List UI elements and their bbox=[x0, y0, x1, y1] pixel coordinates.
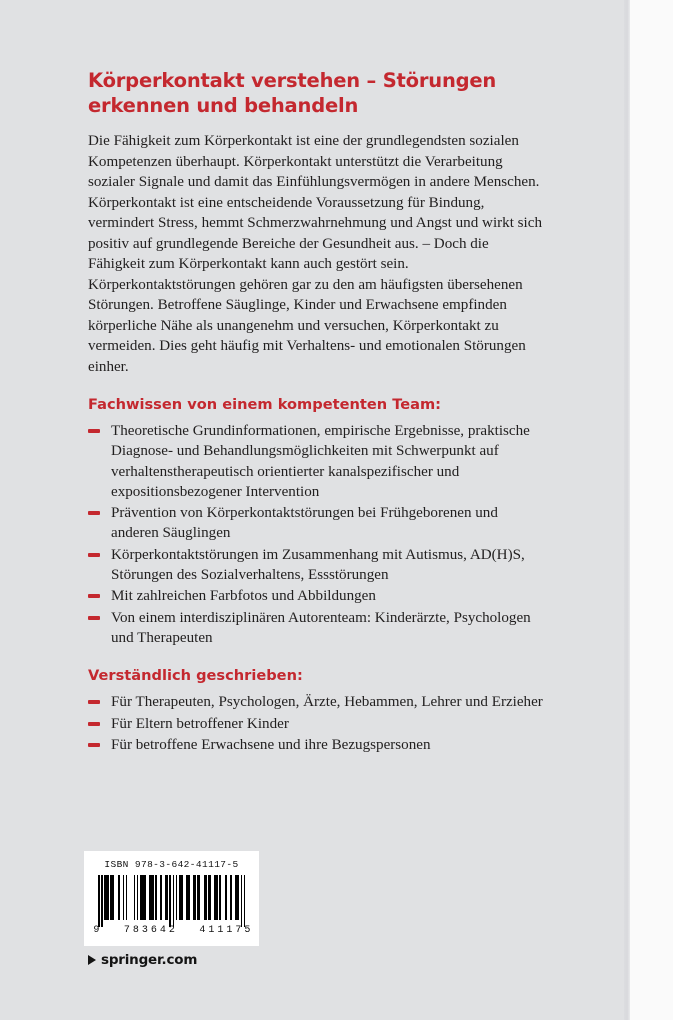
list-item bbox=[88, 503, 548, 544]
dash-bullet-icon bbox=[88, 616, 100, 620]
publisher-logo[interactable] bbox=[88, 952, 197, 968]
dash-bullet-icon bbox=[88, 553, 100, 557]
list-item-label: Für Therapeuten, Psychologen, Ärzte, Hebammen, Lehrer und Erzieher bbox=[111, 694, 543, 711]
dash-bullet-icon bbox=[88, 511, 100, 515]
isbn-barcode bbox=[84, 851, 259, 946]
list-item bbox=[88, 586, 548, 606]
list-item-label: Körperkontaktstörungen im Zusammenhang mit Autismus, AD(H)S, Störungen des Sozialverhaltens, Essstörungen bbox=[111, 546, 525, 584]
feature-list-fachwissen bbox=[88, 421, 548, 648]
barcode-digit-group-2: 4 1 1 1 7 5 bbox=[199, 925, 251, 936]
list-item-label: Von einem interdisziplinären Autorenteam: Kinderärzte, Psychologen und Therapeuten bbox=[111, 609, 531, 646]
barcode-digit-group-1: 7 8 3 6 4 2 bbox=[123, 925, 176, 936]
play-triangle-icon bbox=[88, 955, 96, 965]
dash-bullet-icon bbox=[88, 722, 100, 726]
list-item-label: Prävention von Körperkontaktstörungen bei Frühgeborenen und anderen Säuglingen bbox=[111, 505, 498, 542]
list-item-label: Theoretische Grundinformationen, empirische Ergebnisse, praktische Diagnose- und Behandlungsmöglichkeiten mit Schwerpunkt auf verhaltenstherapeutisch orientierter kanalspezifischer und expositionsbezogener Intervention bbox=[111, 423, 530, 500]
list-item bbox=[88, 421, 548, 502]
publisher-name: springer.com bbox=[101, 952, 198, 968]
list-item bbox=[88, 692, 548, 712]
cover-content bbox=[88, 68, 548, 756]
list-item bbox=[88, 735, 548, 755]
page-title: Körperkontakt verstehen – Störungen erkennen und behandeln bbox=[88, 69, 497, 117]
list-item bbox=[88, 545, 548, 586]
dash-bullet-icon bbox=[88, 594, 100, 598]
list-item bbox=[88, 714, 548, 734]
isbn-label: ISBN 978-3-642-41117-5 bbox=[104, 859, 239, 870]
dash-bullet-icon bbox=[88, 743, 100, 747]
intro-paragraph: Die Fähigkeit zum Körperkontakt ist eine der grundlegendsten sozialen Kompetenzen überhaupt. Körperkontakt unterstützt die Verarbeitung sozialer Signale und damit das Einfühlungsvermögen in andere Menschen. Körperkontakt ist eine entscheidende Voraussetzung für Bindung, vermindert Stress, hemmt Schmerzwahrnehmung und Angst und wirkt sich positiv auf grundlegende Bereiche der Gesundheit aus. – Doch die Fähigkeit zum Körperkontakt kann auch gestört sein. Körperkontaktstörungen gehören gar zu den am häufigsten übersehenen Störungen. Betroffene Säuglinge, Kinder und Erwachsene empfinden körperliche Nähe als unangenehm und versuchen, Körperkontakt zu vermeiden. Dies geht häufig mit Verhaltens- und emotionalen Störungen einher. bbox=[88, 133, 542, 375]
cover-edge-strip bbox=[630, 0, 673, 1020]
feature-list-verstaendlich bbox=[88, 692, 548, 755]
barcode-digit-left: 9 bbox=[93, 925, 100, 936]
dash-bullet-icon bbox=[88, 429, 100, 433]
dash-bullet-icon bbox=[88, 700, 100, 704]
section-heading-verstaendlich: Verständlich geschrieben: bbox=[88, 667, 303, 685]
section-heading-fachwissen: Fachwissen von einem kompetenten Team: bbox=[88, 396, 442, 413]
list-item-label: Mit zahlreichen Farbfotos und Abbildungen bbox=[111, 588, 376, 605]
barcode-bars bbox=[98, 875, 246, 927]
list-item bbox=[88, 608, 548, 649]
barcode-digits bbox=[92, 925, 252, 936]
list-item-label: Für betroffene Erwachsene und ihre Bezugspersonen bbox=[111, 736, 431, 753]
list-item-label: Für Eltern betroffener Kinder bbox=[111, 715, 289, 732]
